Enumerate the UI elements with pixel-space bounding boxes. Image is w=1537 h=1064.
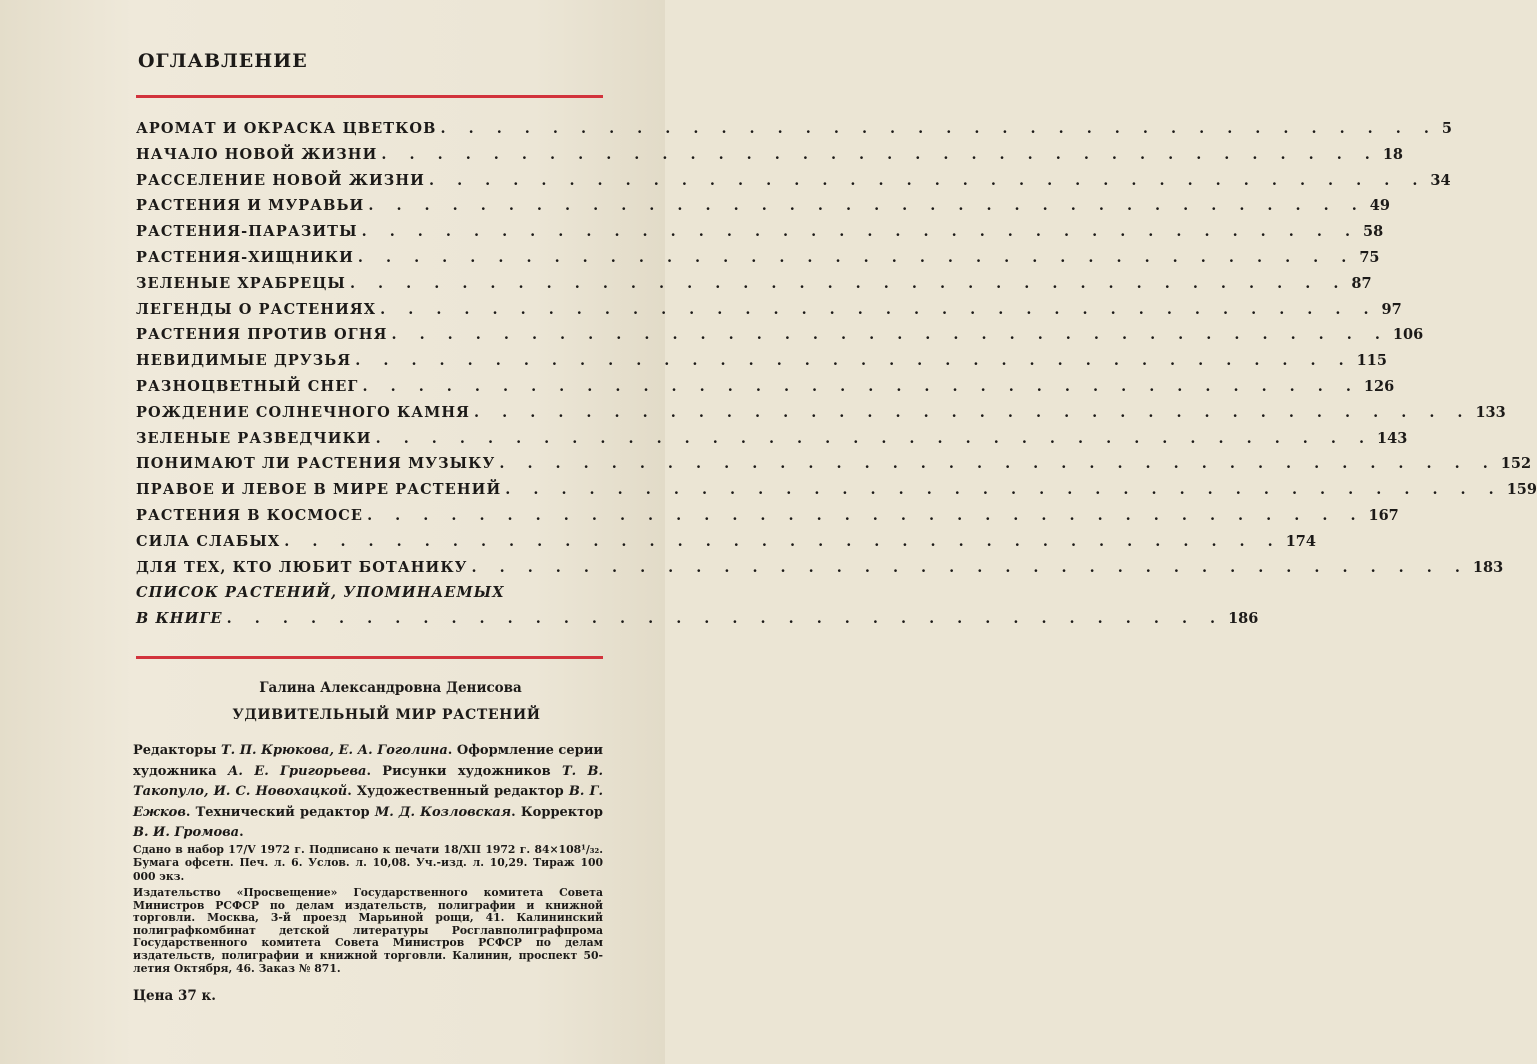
toc-entry[interactable] (136, 374, 1395, 400)
dot-leader: . . . . . . . . . . . . . . . . . . . . . . . . . . . . . . . . . . . . (226, 610, 1225, 628)
toc-entry[interactable] (136, 555, 1504, 581)
toc-entry-page: 143 (1377, 429, 1408, 447)
dot-leader: . . . . . . . . . . . . . . . . . . . . . . . . . . . . . . . . . . . . (284, 532, 1282, 550)
table-of-contents (136, 116, 1537, 632)
dot-leader: . . . . . . . . . . . . . . . . . . . . . . . . . . . . . . . . . . . . (375, 429, 1374, 447)
toc-entry-page: 152 (1500, 455, 1532, 473)
red-rule-top (136, 95, 603, 98)
dot-leader: . . . . . . . . . . . . . . . . . . . . . . . . . . . . . . . . . . . . (391, 326, 1389, 344)
toc-entry-page: 186 (1228, 610, 1259, 628)
dot-leader: . . . . . . . . . . . . . . . . . . . . . . . . . . . . . . . . . . . . (349, 274, 1348, 292)
dot-leader: . . . . . . . . . . . . . . . . . . . . . . . . . . . . . . . . . . . . (471, 558, 1469, 576)
toc-entry[interactable] (136, 400, 1506, 426)
toc-entry[interactable] (136, 529, 1316, 555)
toc-entry[interactable] (136, 503, 1399, 529)
dot-leader: . . . . . . . . . . . . . . . . . . . . . . . . . . . . . . . . . . . . (362, 377, 1360, 395)
toc-entry-title: СПИСОК РАСТЕНИЙ, УПОМИНАЕМЫХ (136, 584, 505, 602)
toc-entry[interactable] (136, 322, 1424, 348)
publisher-info: Издательство «Просвещение» Государственного комитета Совета Министров РСФСР по делам издательств, полиграфии и книжной торговли. Москва, 3-й проезд Марьиной рощи, 41. Калининский полиграфкомбинат детской литературы Росглавполиграфпрома Государственного комитета Совета Министров РСФСР по делам издательств, полиграфии и книжной торговли. Калинин, проспект 50-летия Октября, 46. Заказ № 871. (133, 886, 603, 975)
toc-entry[interactable] (136, 297, 1402, 323)
credit-text: . Художественный редактор (347, 784, 569, 800)
toc-entry[interactable] (136, 116, 1453, 142)
toc-entry-page: 49 (1369, 197, 1390, 215)
toc-entry-page: 174 (1285, 532, 1316, 550)
credit-text: . Рисунки художников (366, 763, 562, 779)
toc-entry-page: 87 (1351, 274, 1372, 292)
toc-entry[interactable] (136, 245, 1380, 271)
book-title: УДИВИТЕЛЬНЫЙ МИР РАСТЕНИЙ (232, 707, 541, 723)
toc-entry-title: ДЛЯ ТЕХ, КТО ЛЮБИТ БОТАНИКУ (136, 558, 468, 576)
credit-text: . Корректор (511, 804, 604, 820)
printing-info: Сдано в набор 17/V 1972 г. Подписано к печати 18/XII 1972 г. 84×108¹/₃₂. Бумага офсетн. Печ. л. 6. Услов. л. 10,08. Уч.-изд. л. 10,29. Тираж 100 000 экз. (133, 843, 603, 883)
toc-entry-page: 34 (1430, 171, 1451, 189)
toc-entry[interactable] (136, 142, 1404, 168)
toc-entry-title: РОЖДЕНИЕ СОЛНЕЧНОГО КАМНЯ (136, 403, 471, 421)
toc-entry-page: 115 (1356, 352, 1387, 370)
person-name: М. Д. Козловская (374, 804, 512, 820)
toc-entry-page: 183 (1472, 558, 1504, 576)
price: Цена 37 к. (133, 988, 216, 1004)
toc-entry[interactable] (136, 348, 1387, 374)
dot-leader: . . . . . . . . . . . . . . . . . . . . . . . . . . . . . . . . . . . . (357, 248, 1356, 266)
toc-entry-page: 133 (1475, 403, 1506, 421)
toc-entry[interactable] (136, 168, 1451, 194)
toc-entry-title: СИЛА СЛАБЫХ (136, 532, 281, 550)
dot-leader: . . . . . . . . . . . . . . . . . . . . . . . . . . . . . . . . . . . . (381, 145, 1379, 163)
toc-entry-title: АРОМАТ И ОКРАСКА ЦВЕТКОВ (136, 120, 437, 137)
person-name: А. Е. Григорьева (227, 763, 367, 779)
toc-entry-title: В КНИГЕ (136, 610, 223, 628)
toc-entry-title: ЗЕЛЕНЫЕ РАЗВЕДЧИКИ (136, 429, 372, 447)
person-name: В. Г. Ежков (133, 784, 603, 820)
toc-entry-page: 58 (1363, 223, 1384, 241)
dot-leader: . . . . . . . . . . . . . . . . . . . . . . . . . . . . . . . . . . . . (355, 352, 1353, 370)
dot-leader: . . . . . . . . . . . . . . . . . . . . . . . . . . . . . . . . . . . . (380, 300, 1378, 318)
toc-entry-title: НАЧАЛО НОВОЙ ЖИЗНИ (136, 145, 378, 163)
credit-text: . Технический редактор (185, 804, 375, 820)
toc-entry-page: 97 (1381, 300, 1402, 318)
dot-leader: . . . . . . . . . . . . . . . . . . . . . . . . . . . . . . . . . . . . (361, 223, 1360, 241)
person-name: Т. П. Крюкова, Е. А. Гоголина (220, 743, 448, 758)
person-name: Т. В. Такопуло, И. С. Новохацкой (133, 763, 603, 800)
toc-entry-page: 18 (1382, 145, 1404, 163)
toc-entry-page: 126 (1363, 377, 1395, 395)
toc-entry-page: 167 (1368, 506, 1399, 524)
toc-entry[interactable] (136, 477, 1537, 503)
credit-text: . Оформление серии художника (133, 743, 603, 779)
toc-entry[interactable] (136, 606, 1259, 632)
toc-entry-title: РАСТЕНИЯ В КОСМОСЕ (136, 506, 364, 524)
toc-entry[interactable] (136, 271, 1372, 297)
toc-entry-page: 5 (1441, 120, 1453, 137)
toc-entry-page: 159 (1506, 481, 1537, 499)
credit-text: Редакторы (133, 743, 221, 758)
dot-leader: . . . . . . . . . . . . . . . . . . . . . . . . . . . . . . . . . . . . (367, 506, 1365, 524)
author-name: Галина Александровна Денисова (259, 680, 522, 696)
toc-entry-title: РАСТЕНИЯ ПРОТИВ ОГНЯ (136, 326, 388, 344)
toc-entry-title: ЗЕЛЕНЫЕ ХРАБРЕЦЫ (136, 274, 346, 292)
dot-leader: . . . . . . . . . . . . . . . . . . . . . . . . . . . . . . . . . . . . (368, 197, 1366, 215)
toc-entry-title: РАЗНОЦВЕТНЫЙ СНЕГ (136, 377, 359, 395)
toc-entry-title: НЕВИДИМЫЕ ДРУЗЬЯ (136, 352, 352, 370)
person-name: В. И. Громова (133, 825, 240, 841)
toc-entry-title: РАСТЕНИЯ И МУРАВЬИ (136, 197, 365, 215)
toc-entry-title: РАССЕЛЕНИЕ НОВОЙ ЖИЗНИ (136, 171, 425, 189)
dot-leader: . . . . . . . . . . . . . . . . . . . . . . . . . . . . . . . . . . . . (505, 481, 1503, 499)
toc-entry-title: ПОНИМАЮТ ЛИ РАСТЕНИЯ МУЗЫКУ (136, 455, 496, 473)
toc-entry[interactable] (136, 193, 1390, 219)
toc-heading: ОГЛАВЛЕНИЕ (138, 50, 308, 72)
dot-leader: . . . . . . . . . . . . . . . . . . . . . . . . . . . . . . . . . . . . (428, 171, 1427, 189)
credit-text: . (239, 825, 244, 841)
toc-entry-title: ПРАВОЕ И ЛЕВОЕ В МИРЕ РАСТЕНИЙ (136, 481, 502, 499)
toc-entry-page: 75 (1359, 248, 1380, 266)
toc-entry[interactable] (136, 426, 1408, 452)
toc-entry-page: 106 (1392, 326, 1424, 344)
toc-entry-title: РАСТЕНИЯ-ХИЩНИКИ (136, 248, 354, 266)
toc-entry[interactable] (136, 451, 1532, 477)
toc-entry-title: ЛЕГЕНДЫ О РАСТЕНИЯХ (136, 300, 377, 318)
toc-entry[interactable] (136, 580, 604, 606)
editors-credits (133, 741, 603, 844)
dot-leader: . . . . . . . . . . . . . . . . . . . . . . . . . . . . . . . . . . . . (440, 120, 1438, 137)
red-rule-bottom (136, 656, 603, 659)
dot-leader: . . . . . . . . . . . . . . . . . . . . . . . . . . . . . . . . . . . . (499, 455, 1497, 473)
toc-entry-title: РАСТЕНИЯ-ПАРАЗИТЫ (136, 223, 358, 241)
toc-entry[interactable] (136, 219, 1384, 245)
dot-leader: . . . . . . . . . . . . . . . . . . . . . . . . . . . . . . . . . . . . (474, 403, 1472, 421)
